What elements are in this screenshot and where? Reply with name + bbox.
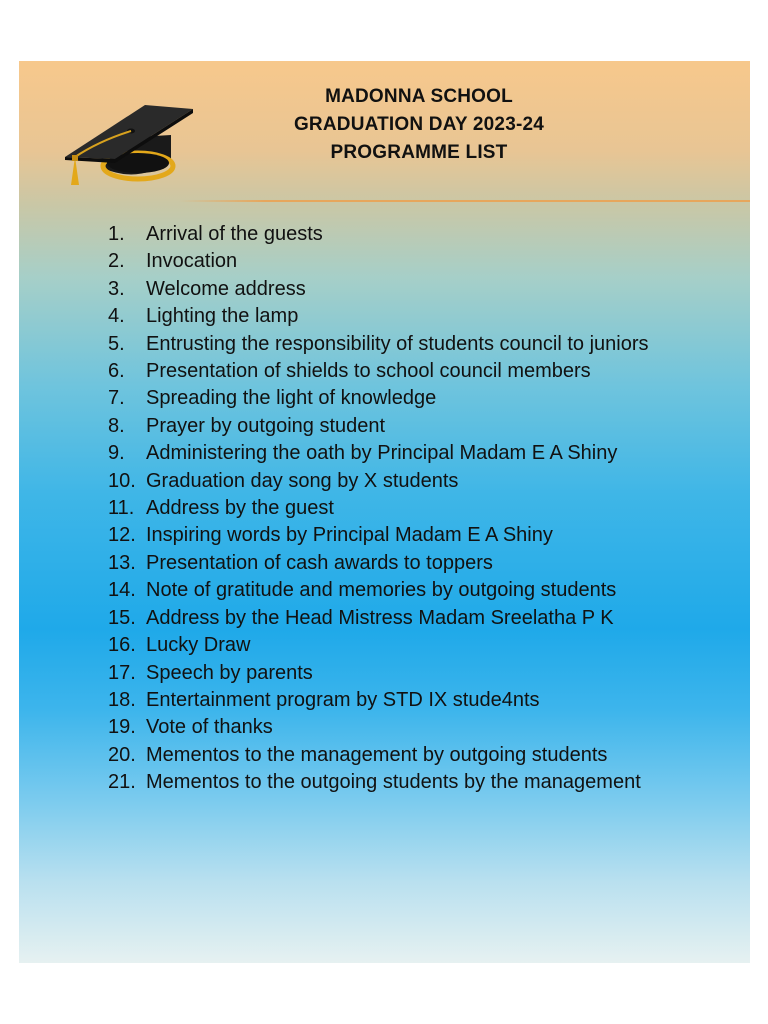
programme-item-text: Mementos to the outgoing students by the management: [146, 771, 641, 794]
programme-item-number: 2.: [108, 250, 125, 273]
programme-item-number: 7.: [108, 387, 125, 410]
programme-item: [108, 468, 718, 495]
programme-item: [108, 248, 718, 275]
programme-item-text: Spreading the light of knowledge: [146, 387, 437, 410]
programme-item-text: Graduation day song by X students: [146, 469, 459, 492]
programme-item: [108, 687, 718, 714]
programme-item-number: 16.: [108, 634, 136, 657]
programme-item: [108, 331, 718, 358]
programme-item-number: 6.: [108, 360, 125, 383]
programme-item-number: 14.: [108, 579, 136, 602]
programme-item-number: 18.: [108, 688, 136, 711]
header: [219, 83, 619, 167]
programme-item: [108, 742, 718, 769]
programme-item-text: Mementos to the management by outgoing students: [146, 743, 608, 766]
programme-poster: [19, 61, 750, 963]
programme-item-number: 15.: [108, 606, 136, 629]
programme-item-text: Inspiring words by Principal Madam E A Shiny: [146, 524, 553, 547]
programme-item: [108, 660, 718, 687]
programme-item: [108, 440, 718, 467]
programme-subtitle: PROGRAMME LIST: [330, 142, 508, 163]
header-divider: [179, 200, 750, 202]
programme-item: [108, 522, 718, 549]
programme-item-number: 8.: [108, 414, 125, 437]
programme-item-text: Lucky Draw: [146, 634, 251, 657]
programme-item-number: 17.: [108, 661, 136, 684]
programme-item-text: Address by the guest: [146, 497, 334, 520]
programme-item-number: 20.: [108, 743, 136, 766]
programme-item-number: 13.: [108, 551, 136, 574]
programme-item-number: 11.: [108, 497, 135, 520]
programme-item-text: Lighting the lamp: [146, 305, 299, 328]
programme-item: [108, 495, 718, 522]
programme-item-number: 5.: [108, 332, 125, 355]
programme-item: [108, 413, 718, 440]
programme-item: [108, 303, 718, 330]
programme-item: [108, 385, 718, 412]
programme-item-text: Welcome address: [146, 277, 306, 300]
programme-item-text: Invocation: [146, 250, 238, 273]
programme-item-text: Speech by parents: [146, 661, 313, 684]
programme-item-text: Note of gratitude and memories by outgoing students: [146, 579, 617, 602]
programme-item-number: 19.: [108, 716, 136, 739]
programme-item-text: Presentation of shields to school council members: [146, 360, 591, 383]
school-name: MADONNA SCHOOL: [325, 86, 513, 107]
programme-item: [108, 769, 718, 796]
programme-item: [108, 577, 718, 604]
programme-item-text: Presentation of cash awards to toppers: [146, 551, 493, 574]
programme-item: [108, 632, 718, 659]
programme-item: [108, 358, 718, 385]
programme-item-number: 21.: [108, 771, 136, 794]
programme-item-number: 12.: [108, 524, 136, 547]
graduation-cap-icon: [59, 99, 199, 195]
programme-item-text: Administering the oath by Principal Madam E A Shiny: [146, 442, 618, 465]
programme-item: [108, 605, 718, 632]
programme-list: [108, 221, 718, 797]
programme-item-number: 4.: [108, 305, 125, 328]
programme-item-number: 3.: [108, 277, 125, 300]
event-title: GRADUATION DAY 2023-24: [293, 114, 545, 135]
programme-item: [108, 550, 718, 577]
programme-item-text: Vote of thanks: [146, 716, 273, 739]
programme-item-text: Address by the Head Mistress Madam Sreelatha P K: [146, 606, 614, 629]
programme-item: [108, 276, 718, 303]
programme-item-text: Entertainment program by STD IX stude4nts: [146, 688, 540, 711]
programme-item-number: 10.: [108, 469, 136, 492]
programme-item: [108, 714, 718, 741]
programme-item-number: 9.: [108, 442, 125, 465]
programme-item-number: 1.: [108, 223, 125, 245]
programme-item-text: Prayer by outgoing student: [146, 414, 386, 437]
programme-item: [108, 221, 718, 248]
programme-item-text: Entrusting the responsibility of students council to juniors: [146, 332, 649, 355]
programme-item-text: Arrival of the guests: [146, 223, 323, 245]
